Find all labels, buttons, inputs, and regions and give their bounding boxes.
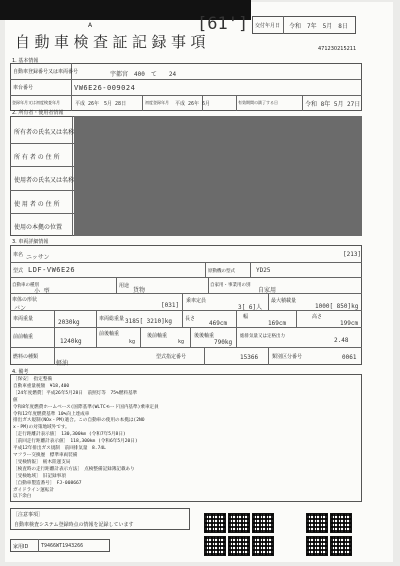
first-reg-value: 平成 26年 5月 28日 xyxy=(75,101,127,107)
notes-text: 自動車検査システム登録時点の情報を記録しています xyxy=(14,522,134,528)
engine-label: 原動機の型式 xyxy=(208,269,235,274)
max-load-label: 最大積載量 xyxy=(271,298,297,304)
fuel-value: 軽油 xyxy=(56,360,69,367)
vehicle-section-title: 3. 車両詳細情報 xyxy=(12,239,49,245)
front-axle-label: 前前軸重 xyxy=(13,334,34,340)
page-title: 自動車検査証記録事項 xyxy=(15,33,211,51)
weight-value: 2030kg xyxy=(58,319,80,326)
height-value: 199cm xyxy=(340,320,359,327)
footer-id-value: T9466WT1943266 xyxy=(41,543,84,549)
rear-axle-value: kg xyxy=(178,339,185,345)
first-inspect-label: 初度登録年月 xyxy=(145,100,169,105)
business-value: 自家用 xyxy=(258,287,277,294)
remarks-line: 値 xyxy=(13,397,18,403)
capacity-value: 3[ 6]人 xyxy=(238,304,263,311)
remarks-line: ［24年度燃費］平成26年5月28日 前照灯等 75%燃料基準 xyxy=(13,390,138,396)
remarks-text xyxy=(13,377,159,501)
rear-axle-label: 後前軸重 xyxy=(147,333,168,339)
maker-code: [213] xyxy=(343,251,362,258)
kind-label: 自動車の種別 xyxy=(12,283,39,288)
type-designation-label: 型式指定番号 xyxy=(156,354,187,360)
serial-value: VW6E26-009024 xyxy=(74,84,136,92)
remarks-line: 平成12年排出ガス規制 前回排気量 8.74L xyxy=(13,446,106,452)
qr-code-9 xyxy=(306,536,328,556)
user-address-label: 使 用 者 の 住 所 xyxy=(14,201,60,208)
remarks-line: 令和8年度燃費ホームベース(国際基準(WLTCモード国内基準)乗車定員 xyxy=(13,404,159,410)
base-location-label: 使用の本拠の位置 xyxy=(14,224,63,231)
gross-value: 3185[ 3210]kg xyxy=(125,318,172,325)
displacement-label: 総排気量又は定格出力 xyxy=(240,334,285,339)
notes-title: ［注意事項］ xyxy=(13,512,44,518)
maker-label: 車名 xyxy=(13,252,24,258)
remarks-line: 令和12年度燃費基準 10%向上達成車 xyxy=(13,411,90,417)
length-value: 469cm xyxy=(209,320,228,327)
remarks-line: 排出ガス規制(NOx・PM)適合。この自動車の使用の本拠は(2NO xyxy=(13,418,145,424)
engine-value: YD25 xyxy=(256,267,271,274)
capacity-label: 乗車定員 xyxy=(186,298,207,304)
body-code: [031] xyxy=(161,302,180,309)
remarks-line: ［走行距離計表示値］ 130,300km (令和7年5月8日) xyxy=(13,432,126,438)
gross-label: 車両総重量 xyxy=(99,316,125,322)
length-label: 長さ xyxy=(185,316,196,322)
width-label: 幅 xyxy=(243,314,249,320)
kind-value: 小 型 xyxy=(34,288,50,295)
remarks-line: ［受検情報］ 栃木陸運支局 xyxy=(13,459,71,465)
remarks-line: ［受検地域］ 旧記録事項 xyxy=(13,473,66,479)
body-label: 車体の形状 xyxy=(12,297,38,303)
remarks-line: マフラー交換歴 標準車両装備 xyxy=(13,452,78,458)
issue-date-label: 交付年月日 xyxy=(255,23,281,29)
weight-label: 車両重量 xyxy=(13,316,34,322)
rear-axle2-value: 790kg xyxy=(214,339,233,346)
qr-code-10 xyxy=(330,536,352,556)
doc-number: 471230215211 xyxy=(318,46,357,52)
fuel-label: 燃料の種類 xyxy=(13,354,39,360)
qr-code-4 xyxy=(306,513,328,533)
issue-date-value: 令和 7年 5月 8日 xyxy=(289,23,348,30)
remarks-line: x・PM)の対策地域外です。 xyxy=(13,425,70,431)
serial-label: 車台番号 xyxy=(13,85,34,91)
qr-code-5 xyxy=(330,513,352,533)
remarks-line: 自動車重量税額 ¥18,400 xyxy=(13,383,70,389)
user-name-label: 使用者の氏名又は名称 xyxy=(14,177,75,184)
model-label: 型式 xyxy=(13,268,24,274)
footer-id-label: 家用ID xyxy=(13,544,29,550)
displacement-value: 2.48 xyxy=(334,337,349,344)
remarks-line: ［前回走行距離計表示値］ 118,300km (令和6年5月20日) xyxy=(13,439,138,445)
remarks-line: ガイドライン運転計 xyxy=(13,487,55,493)
owner-address-label: 所 有 者 の 住 所 xyxy=(14,154,60,161)
qr-code-6 xyxy=(204,536,226,556)
basic-section-title: 1. 基本情報 xyxy=(12,58,39,64)
width-value: 169cm xyxy=(268,320,287,327)
reg-number-label: 自動車登録番号又は車両番号 xyxy=(13,69,79,75)
first-inspect-value: 平成 26年 6月 xyxy=(175,101,211,107)
remarks-line: ［自動車製造番号］ FJ-008667 xyxy=(13,480,82,486)
maker-value: ニッサン xyxy=(26,254,50,261)
expiry-label: 有効期間の満了する日 xyxy=(238,100,278,105)
category-label: 類別区分番号 xyxy=(272,354,303,360)
height-label: 高さ xyxy=(312,314,323,320)
handwritten-mark: [61'] xyxy=(197,14,249,34)
use-value: 貨物 xyxy=(133,287,146,294)
remarks-line: 以下余白 xyxy=(13,494,32,500)
remarks-section-title: 4. 備考 xyxy=(12,369,29,375)
type-designation-value: 15366 xyxy=(240,354,259,361)
first-reg-label: 登録年月又は初度検査年月 xyxy=(12,100,60,105)
front-axle2-label: 前後軸重 xyxy=(99,331,120,337)
remarks-line: ［検査時の走行距離計表示方法］ 点検整備記録簿記載あり xyxy=(13,466,135,472)
reg-number-value: 宇都宮 400 て 24 xyxy=(110,71,177,78)
rear-axle2-label: 後後軸重 xyxy=(194,333,215,339)
front-axle2-value: kg xyxy=(129,339,136,345)
owner-section-title: 2. 所有者・使用者情報 xyxy=(12,110,64,116)
owner-redaction xyxy=(74,116,362,236)
owner-name-label: 所有者の氏名又は名称 xyxy=(14,129,75,136)
category-value: 0061 xyxy=(342,354,357,361)
qr-code-3 xyxy=(252,513,274,533)
qr-code-8 xyxy=(252,536,274,556)
qr-code-1 xyxy=(204,513,226,533)
expiry-value: 令和 8年 5月 27日 xyxy=(305,101,361,108)
business-label: 自家用・事業用の別 xyxy=(210,283,251,288)
remarks-line: ［保安］ 指定整備 xyxy=(13,377,53,382)
model-value: LDF-VW6E26 xyxy=(28,266,76,274)
header-mark: A xyxy=(88,22,93,29)
max-load-value: 1000[ 850]kg xyxy=(315,303,359,310)
qr-code-2 xyxy=(228,513,250,533)
body-value: バン xyxy=(14,305,27,312)
qr-code-7 xyxy=(228,536,250,556)
front-axle-value: 1240kg xyxy=(60,338,82,345)
use-label: 用途 xyxy=(119,283,130,289)
